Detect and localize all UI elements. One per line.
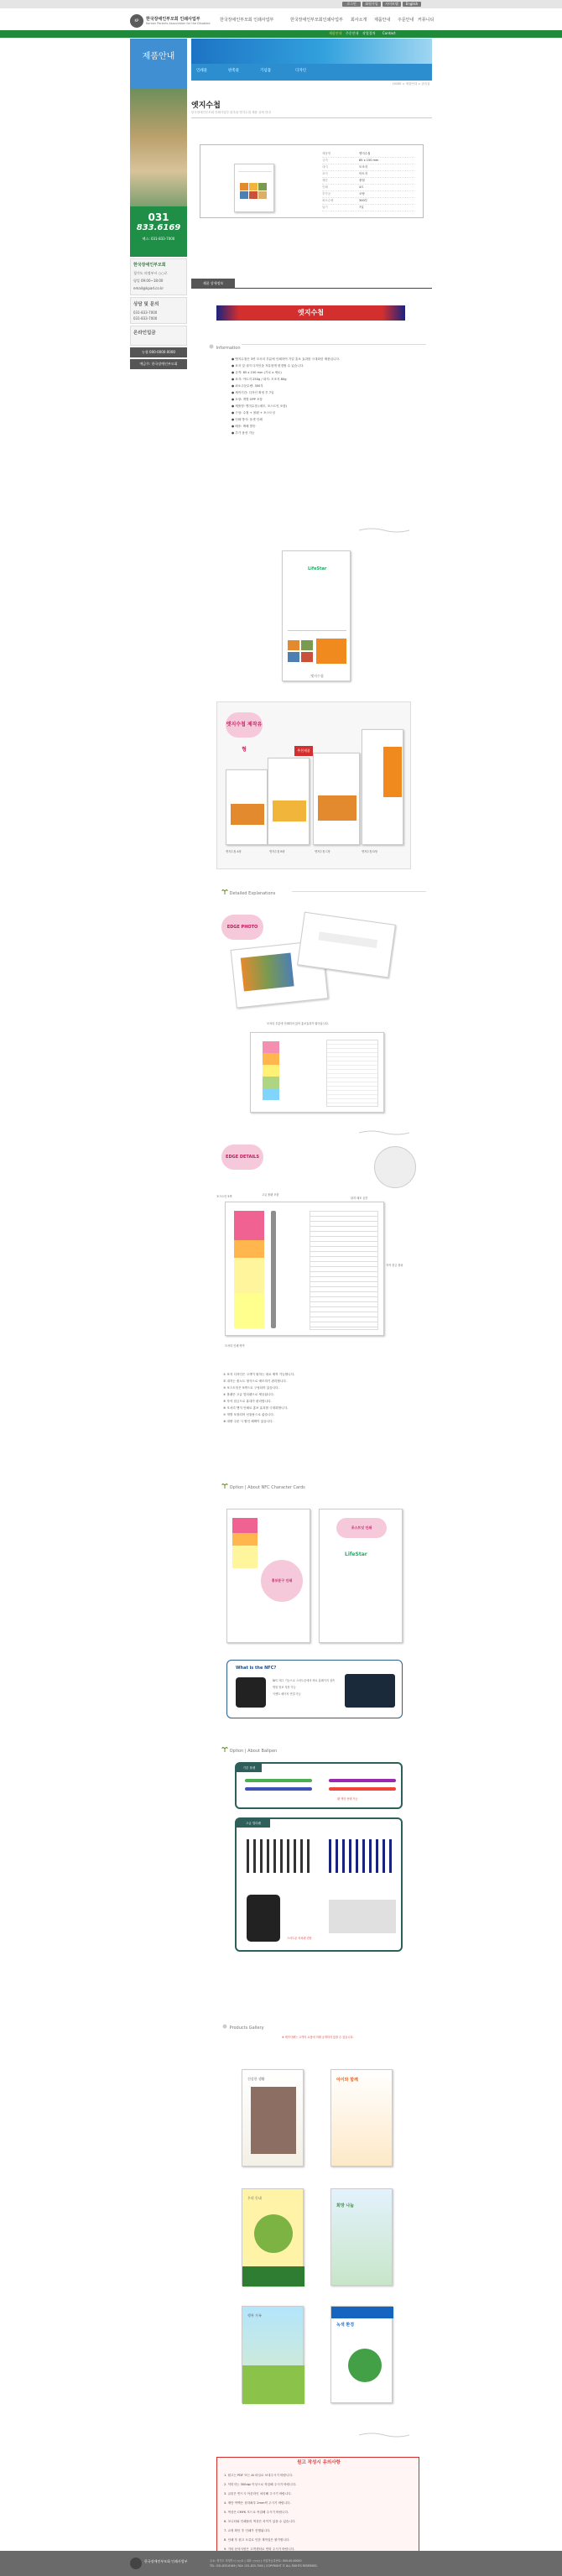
ballpen-heading: [221, 1745, 277, 1754]
sidebar: [130, 39, 187, 387]
edge-photo-label: EDGE PHOTO: [221, 915, 263, 940]
nfc-box-title: What is the NFC?: [236, 1666, 277, 1671]
footer-logo-mark: [130, 2558, 142, 2569]
phone-icon: [247, 1895, 280, 1942]
consult-fax: 031-833-7000: [133, 316, 158, 321]
subnav-order[interactable]: 주문안내: [346, 31, 359, 35]
pen-image: [245, 1787, 312, 1791]
logo-sub: Korean Parents Association for the Disabled: [146, 22, 211, 25]
edge-note-3: 내지 메모 공간: [351, 1197, 368, 1200]
ornament-icon: [359, 527, 409, 534]
info-line: ● 추가 옵션 가능: [232, 431, 255, 435]
pen-image: [245, 1779, 312, 1782]
tab-gift[interactable]: 기념품: [260, 69, 272, 73]
pen-image: [329, 1779, 396, 1782]
sidebar-strip-2: 예금주: 한국장애인부모회: [130, 359, 187, 369]
ballpen-note: 펜 색상 선택 가능: [337, 1797, 358, 1801]
spec-key: 후가공: [322, 192, 331, 196]
gnb-item-2[interactable]: 한국장애인부모회인쇄사업부: [290, 18, 343, 23]
detail-zoom-circle: [374, 1146, 416, 1188]
gallery-item-title: 희망 나눔: [336, 2203, 355, 2208]
top-strip: [0, 0, 562, 8]
phone-fax: 팩스: 031-833-7000: [142, 237, 175, 241]
notice-line: 3. 글꼴은 반드시 아웃라인 처리해 주시기 바랍니다.: [224, 2492, 292, 2495]
sprout-icon: [221, 1482, 228, 1489]
product-banner: 엣지수첩: [216, 305, 405, 321]
info-line: ● 인쇄 방식: 옵셋 인쇄: [232, 418, 263, 421]
sidebar-brand-box: [130, 258, 187, 295]
phone-area: 031: [148, 211, 169, 223]
thumb-block: [249, 183, 258, 190]
sidebar-brand: 한국장애인부모회: [133, 263, 166, 268]
multipen-image: [247, 1839, 314, 1873]
multipen-image: [329, 1839, 396, 1873]
gallery-heading: [221, 2022, 264, 2031]
phone-number: 833.6169: [136, 223, 181, 232]
nfc-line-3: 이벤트 페이지 연결 가능: [273, 1692, 301, 1696]
ballpen-box-1: [235, 1762, 403, 1809]
spec-value: 아트지: [359, 172, 368, 175]
product-thumb: [234, 164, 274, 212]
detail-line: ⑦ 개별 포장되어 선물용으로 좋습니다.: [223, 1413, 275, 1416]
edge-details-label: EDGE DETAILS: [221, 1145, 263, 1170]
gnb-item-1[interactable]: 한국장애인부모회 인쇄사업부: [220, 18, 274, 23]
sidebar-phone-box: [130, 206, 187, 257]
spec-key: 최소수량: [322, 199, 334, 202]
info-line: ● 구성: 수첩 + 볼펜 + 포스트잇: [232, 411, 275, 415]
spec-value: 300부: [359, 199, 368, 202]
types-badge: 추천제품: [294, 746, 313, 756]
pen-image: [329, 1787, 396, 1791]
info-line: ● 표지 및 내지 디자인을 자유롭게 변경할 수 있습니다.: [232, 364, 304, 368]
thumb-block: [249, 191, 258, 199]
product-spec-box: [200, 144, 424, 218]
ornament-icon: [359, 2432, 409, 2438]
spec-key: 제본: [322, 179, 328, 182]
gnb-item-products[interactable]: 제품안내: [374, 18, 391, 23]
ballpen-box-2: [235, 1817, 403, 1952]
gallery-item-title: 우리 동네: [247, 2196, 262, 2200]
types-label: 엣지수첩 제작유형: [226, 712, 263, 738]
type-name-c: 엣지수첩 C형: [315, 850, 330, 853]
sidebar-hours: 평일 09:00~18:00: [133, 279, 164, 283]
notice-line: 1. 원고는 PDF 또는 AI 파일로 보내주시기 바랍니다.: [224, 2474, 294, 2477]
logo[interactable]: [130, 12, 211, 32]
edge-note-5: 모서리 인쇄 영역: [225, 1344, 245, 1348]
edge-note-2: 고급 볼펜 포함: [262, 1193, 279, 1197]
info-divider: [242, 344, 426, 345]
spec-key: 인쇄: [322, 185, 328, 189]
cover-rule: [288, 630, 346, 631]
gallery-item-6[interactable]: [330, 2306, 393, 2403]
gallery-item-5[interactable]: [242, 2306, 304, 2403]
tab-design[interactable]: 디자인: [295, 69, 307, 73]
edge-photo-open: [250, 1032, 384, 1113]
thumb-block: [258, 191, 267, 199]
spec-key: 규격: [322, 159, 328, 162]
detail-text-list: [223, 1371, 416, 1425]
notice-line: 5. 색상은 CMYK 모드로 작업해 주시기 바랍니다.: [224, 2511, 289, 2514]
spec-value: 4도: [359, 185, 364, 189]
consult-tel: 031-833-7000: [133, 310, 158, 315]
sub-nav-bar: [0, 30, 562, 38]
notice-line: 8. 인쇄 후 원고 오류로 인한 재작업은 불가합니다.: [224, 2538, 290, 2542]
sidebar-consult-box: [130, 297, 187, 324]
spec-value: 7일: [359, 206, 364, 209]
sitemap-link[interactable]: 사이트맵: [382, 2, 401, 7]
detail-line: ① 표지 디자인은 고객이 원하는 대로 제작 가능합니다.: [223, 1373, 295, 1376]
spec-key: 제품명: [322, 152, 331, 155]
cover-orange-panel: [316, 639, 346, 664]
ballpen-note-2: 스마트폰 터치펜 겸용: [287, 1937, 312, 1940]
nfc-card-left: [226, 1509, 310, 1643]
account-title: 온라인입금: [133, 331, 156, 336]
detail-line: ④ 볼펜은 고급 멀티펜으로 제공됩니다.: [223, 1393, 275, 1396]
edge-details-spread: [225, 1202, 384, 1336]
ornament-icon: [359, 1129, 409, 1136]
cover-tile: [288, 652, 299, 662]
touchpen-image: [329, 1900, 396, 1933]
info-line: ● 제작기간: 디자인 확정 후 7일: [232, 391, 274, 394]
gallery-item-title: 녹색 환경: [336, 2323, 355, 2328]
sidebar-address: 경기도 의정부시 ○○로: [133, 271, 168, 275]
page-subtitle: 한국장애인부모회 인쇄사업부 판촉물 엣지수첩 제품 상세 안내: [191, 111, 271, 114]
ballpen-title: Option | About Ballpen: [229, 1749, 278, 1754]
detail-tag: 제품 상세정보: [191, 279, 235, 289]
nfc-line-2: 명함 정보 저장 가능: [273, 1686, 296, 1689]
sprout-icon: [221, 888, 228, 894]
spec-row: [322, 204, 414, 211]
cover-tile: [301, 652, 313, 662]
notice-line: 2. 이미지는 300dpi 이상으로 작업해 주시기 바랍니다.: [224, 2483, 297, 2486]
nfc-caption-2: 포스트잇 인쇄: [336, 1518, 387, 1538]
detailed-heading: [221, 888, 275, 896]
cover-logo: LifeStar: [308, 566, 327, 571]
edge-note-4: 자석 잠금 장치: [386, 1264, 403, 1267]
gallery-note: ※ 제작사례는 고객의 요청에 의해 공개하지 않을 수 있습니다.: [282, 2036, 354, 2039]
detail-line: ③ 포스트잇은 5색으로 구성되어 있습니다.: [223, 1386, 279, 1390]
type-card-d: [362, 729, 403, 845]
info-line: ● 최소주문수량: 300부: [232, 384, 263, 388]
spec-value: 모조지: [359, 165, 368, 169]
gallery-item-title: 행복 가족: [247, 2313, 262, 2318]
notice-title: 원고 작성시 유의사항: [297, 2460, 341, 2465]
info-line: ● 배송: 택배 발송: [232, 425, 256, 428]
notice-line: 6. 모니터와 인쇄물의 색상은 차이가 있을 수 있습니다.: [224, 2520, 296, 2523]
gallery-item-2[interactable]: [330, 2069, 393, 2167]
page-title: 엣지수첩: [191, 102, 221, 110]
login-link[interactable]: 로그인: [342, 2, 361, 7]
gallery-item-3[interactable]: [242, 2188, 304, 2286]
logo-name: 한국장애인부모회 인쇄사업부: [146, 17, 200, 22]
footer: [0, 2551, 562, 2576]
notice-line: 7. 교정 확인 후 인쇄가 진행됩니다.: [224, 2529, 271, 2532]
spec-value: 중철: [359, 179, 365, 182]
footer-line-1: 주소: 경기도 의정부시 ○○로 | 대표: ○○○ | 사업자등록번호: 000-00-00000: [210, 2559, 302, 2563]
sprout-icon: [221, 2022, 228, 2029]
join-link[interactable]: 회원가입: [362, 2, 381, 7]
main-content: [191, 39, 432, 2551]
product-cover-image: [282, 550, 351, 681]
english-link[interactable]: English: [403, 2, 421, 7]
sidebar-account-box: [130, 326, 187, 346]
detail-section-header: [191, 279, 432, 289]
type-name-a: 엣지수첩 A형: [226, 850, 242, 853]
notice-line: 4. 재단 여백은 상하좌우 2mm씩 주시기 바랍니다.: [224, 2501, 291, 2505]
subnav-process[interactable]: 작업절차: [362, 31, 376, 35]
spec-key: 납기: [322, 206, 328, 209]
detailed-title: Detailed Explanations: [229, 891, 276, 896]
sidebar-photo: [130, 89, 187, 206]
logo-mark: KP: [130, 14, 143, 28]
sidebar-title: 제품안내: [130, 39, 187, 89]
cover-caption: 엣지수첩: [310, 674, 324, 678]
info-line: ● 규격: 85 x 150 mm (가로 x 세로): [232, 371, 282, 374]
gallery-title: Products Gallery: [229, 2026, 264, 2031]
information-list: [232, 356, 416, 436]
gallery-item-title: 건강한 생활: [247, 2077, 265, 2081]
spec-value: 엣지수첩: [359, 152, 371, 155]
gnb-item-about[interactable]: 회사소개: [351, 18, 367, 23]
info-line: ● 엣지수첩은 3면 모서리 부분에 인쇄하여 기업 홍보 효과를 극대화한 제품입니다.: [232, 357, 341, 361]
edge-note-1: 포스트잇 5색: [216, 1195, 232, 1198]
title-divider: [191, 117, 432, 118]
subnav-products[interactable]: 제품안내: [329, 31, 342, 35]
thumb-block: [258, 183, 267, 190]
type-name-b: 엣지수첩 B형: [269, 850, 285, 853]
type-name-d: 엣지수첩 D형: [362, 850, 377, 853]
tab-promo[interactable]: 판촉물: [228, 69, 240, 73]
type-card-a: [226, 769, 268, 845]
thumb-line: [238, 171, 272, 172]
sprout-icon: [208, 342, 215, 349]
information-heading: [208, 342, 241, 351]
cover-tile: [288, 640, 299, 650]
ballpen-label-2: 고급 멀티펜: [237, 1819, 270, 1828]
detail-line: ⑤ 자석 잠금으로 휴대가 편리합니다.: [223, 1400, 272, 1403]
sidebar-email: email@kpad.co.kr: [133, 286, 164, 290]
sidebar-strip-1: 농협 000-0000-0000: [130, 347, 187, 357]
ballpen-label-1: 기본 볼펜: [237, 1764, 262, 1772]
nfc-card-right: 포스트잇 인쇄 LifeStar: [319, 1509, 403, 1643]
sprout-icon: [221, 1745, 228, 1752]
spec-value: 85 x 150 mm: [359, 159, 379, 162]
type-card-b: [268, 758, 310, 845]
spec-table: [322, 150, 414, 216]
breadcrumb: HOME > 제품안내 > 판촉물: [393, 82, 430, 86]
gallery-item-1[interactable]: [242, 2069, 304, 2167]
type-card-c: [313, 753, 360, 845]
nfc-info-box: [226, 1660, 403, 1718]
thumb-block: [240, 191, 248, 199]
types-panel: [216, 701, 411, 869]
info-line: ● 표지: 아트지 250g / 내지: 모조지 80g: [232, 378, 287, 381]
gnb-item-community[interactable]: 커뮤니티: [418, 18, 435, 23]
gnb-item-order[interactable]: 주문안내: [398, 18, 414, 23]
thumb-block: [240, 183, 248, 190]
gallery-item-4[interactable]: [330, 2188, 393, 2286]
spec-value: 코팅: [359, 192, 365, 196]
subnav-contact[interactable]: Contact: [382, 31, 396, 35]
notice-line: 9. 기타 문의사항은 고객센터로 연락 주시기 바랍니다.: [224, 2547, 295, 2551]
detail-line: ⑧ 대량 주문 시 할인 혜택이 있습니다.: [223, 1420, 273, 1423]
tab-print[interactable]: 인쇄물: [196, 69, 208, 73]
gallery-item-title: 아이와 함께: [336, 2078, 358, 2083]
phone-icon: [236, 1677, 266, 1708]
edge-photo-note: 모서리 부분에 인쇄되어 있어 홍보효과가 뛰어납니다.: [267, 1022, 329, 1025]
info-line: ● 제품명: 엣지수첩 (메모, 포스트잇 포함): [232, 404, 288, 408]
footer-line-2: TEL: 031-833-6169 | FAX: 031-833-7000 | COPYRIGHT © ALL RIGHTS RESERVED.: [210, 2564, 318, 2568]
detail-line: ② 내지는 줄노트 형식으로 메모하기 편리합니다.: [223, 1379, 288, 1383]
consult-title: 상담 및 문의: [133, 302, 159, 307]
spec-key: 내지: [322, 165, 328, 169]
detail-line: ⑥ 모서리 엣지 인쇄로 홍보 효과를 극대화합니다.: [223, 1406, 289, 1410]
footer-brand: 한국장애인부모회 인쇄사업부: [144, 2559, 188, 2563]
info-line: ● 포장: 개별 OPP 포장: [232, 398, 263, 401]
detailed-divider: [292, 891, 426, 892]
information-title: Information: [216, 346, 241, 351]
nfc-caption: 홍보문구 인쇄: [261, 1560, 303, 1602]
nfc-heading: [221, 1482, 305, 1490]
notice-list: [224, 2471, 414, 2563]
nfc-line-1: NFC 태그 기능으로 스마트폰에서 바로 홈페이지 접속: [273, 1679, 336, 1682]
cover-tile: [301, 640, 313, 650]
nfc-screen-image: [345, 1674, 395, 1708]
spec-key: 표지: [322, 172, 328, 175]
nfc-title: Option | About NFC Character Cards: [229, 1485, 305, 1490]
